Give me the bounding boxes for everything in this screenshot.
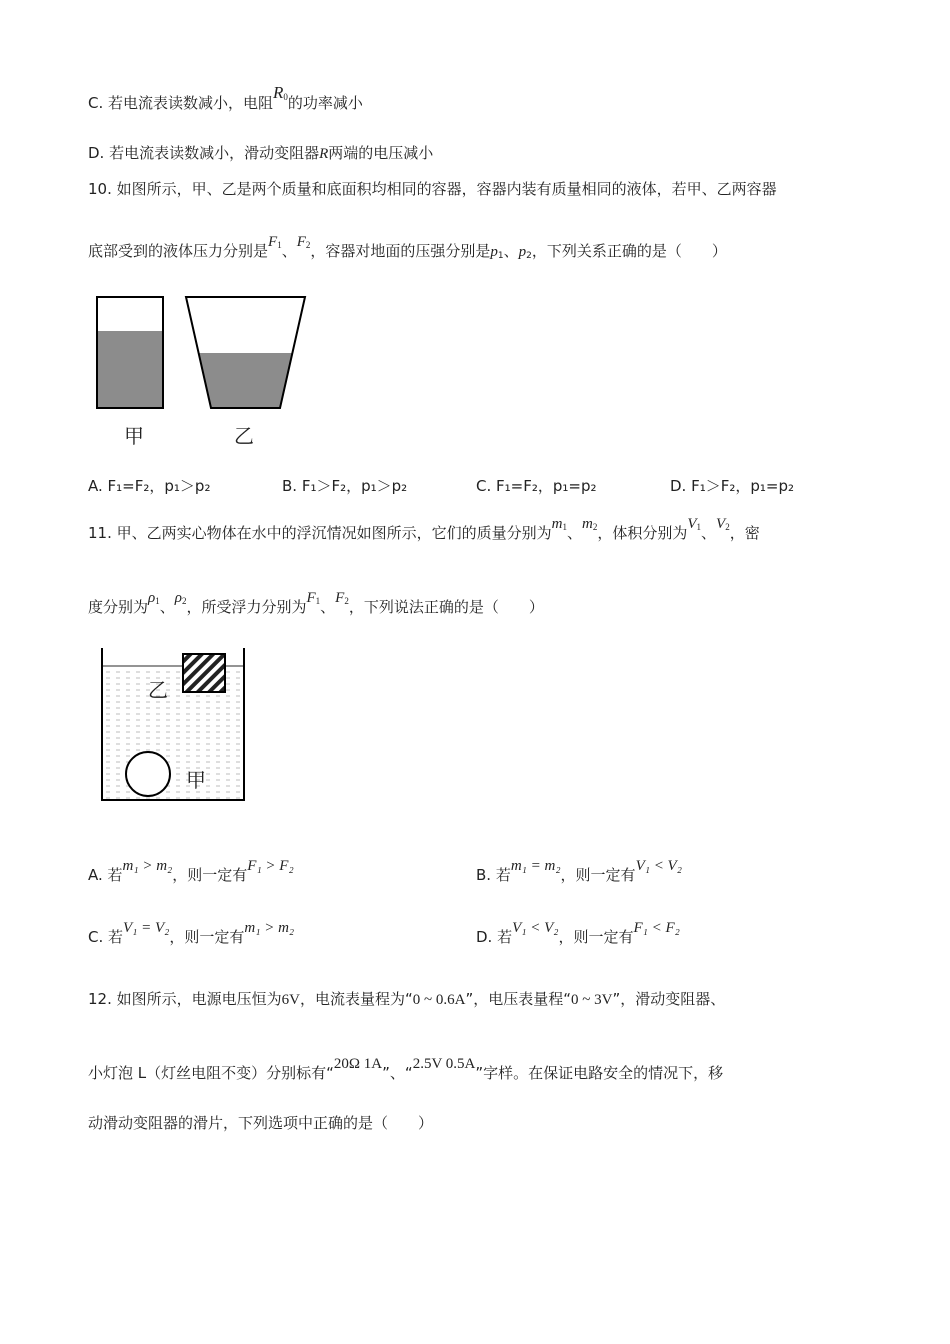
q9-option-c-tail: 的功率减小 <box>287 94 363 112</box>
object-yi-block <box>183 654 225 692</box>
q9-option-c-symbol: $R_0$ <box>273 83 288 102</box>
q11-label-yi: 乙 <box>148 678 168 702</box>
q11-option-d: D. 若V₁ < V₂，则一定有F₁ < F₂ <box>476 920 680 946</box>
q10-option-d: D. F₁＞F₂，p₁=p₂ <box>670 477 795 495</box>
q9-option-c <box>88 83 363 113</box>
container-jia <box>97 297 163 408</box>
q10-option-b: B. F₁＞F₂，p₁＞p₂ <box>282 477 408 495</box>
object-jia-ball <box>126 752 170 796</box>
container-yi <box>186 297 305 408</box>
q12-stem-line3: 动滑动变阻器的滑片，下列选项中正确的是（ ） <box>88 1114 434 1132</box>
q11-option-a: A. 若m₁ > m₂，则一定有F₁ > F₂ <box>88 858 294 884</box>
q11-stem-line1: 11. 甲、乙两实心物体在水中的浮沉情况如图所示，它们的质量分别为$m_1$、$m_2$，体积分别为$V_1$、$V_2$，密 <box>88 516 760 542</box>
q12-stem-line1: 12. 如图所示，电源电压恒为6V，电流表量程为“0 ~ 0.6A”，电压表量程“0 ~ 3V”，滑动变阻器、 <box>88 990 726 1008</box>
q10-option-a: A. F₁=F₂，p₁＞p₂ <box>88 477 211 495</box>
q11-option-c: C. 若V₁ = V₂，则一定有m₁ > m₂ <box>88 920 295 946</box>
q11-water-tank-figure <box>95 645 255 805</box>
q9-option-d-text: D. 若电流表读数减小，滑动变阻器 <box>88 144 320 162</box>
q11-stem-line2: 度分别为$\rho_1$、$\rho_2$，所受浮力分别为$F_1$、$F_2$，下列说法正确的是（ ） <box>88 590 544 616</box>
q10-option-c: C. F₁=F₂，p₁=p₂ <box>476 477 597 495</box>
q10-label-yi: 乙 <box>234 424 254 448</box>
q11-label-jia: 甲 <box>186 768 206 792</box>
q9-option-c-text: C. 若电流表读数减小，电阻 <box>88 94 274 112</box>
q10-label-jia: 甲 <box>124 424 144 448</box>
q10-stem-line1: 10. 如图所示，甲、乙是两个质量和底面积均相同的容器，容器内装有质量相同的液体，若甲、乙两容器 <box>88 180 777 198</box>
q12-stem-line2: 小灯泡 L（灯丝电阻不变）分别标有“20Ω 1A”、“2.5V 0.5A”字样。在保证电路安全的情况下，移 <box>88 1056 724 1082</box>
q9-option-d <box>88 142 433 163</box>
q9-option-d-symbol: R <box>319 146 329 162</box>
q10-stem-line2: 底部受到的液体压力分别是$F_1$、$F_2$，容器对地面的压强分别是$p_1$、$p_2$，下列关系正确的是（ ） <box>88 234 727 261</box>
q11-option-b: B. 若m₁ = m₂，则一定有V₁ < V₂ <box>476 858 682 884</box>
q9-option-d-tail: 两端的电压减小 <box>328 144 434 162</box>
